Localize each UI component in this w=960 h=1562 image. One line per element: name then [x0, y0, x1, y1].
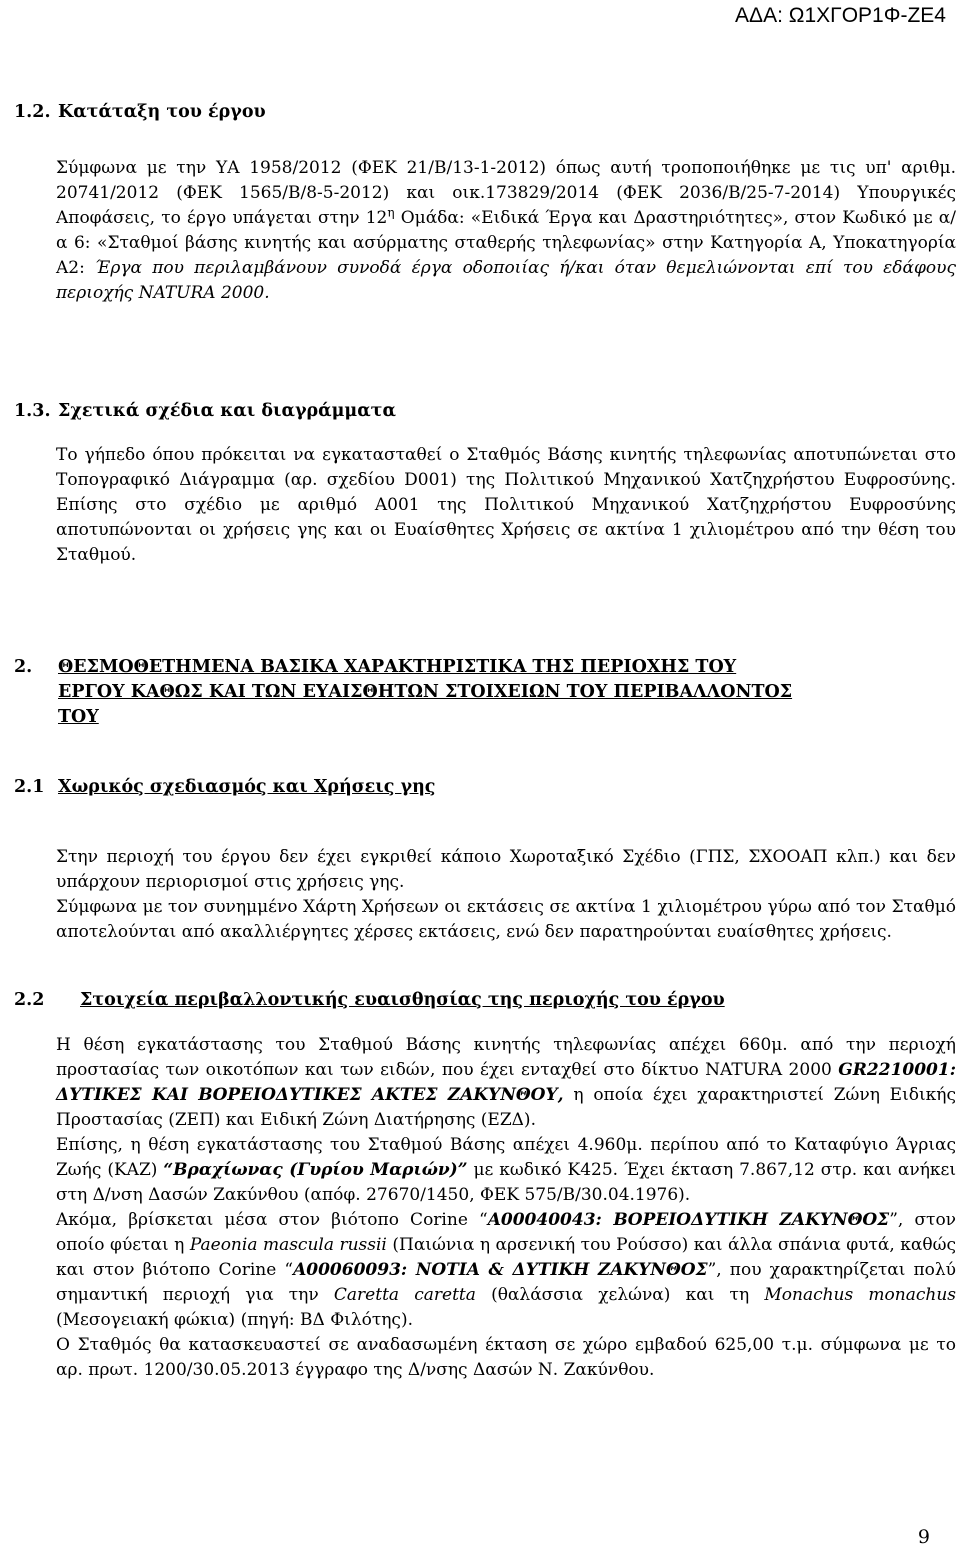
bold-italic-text: GR2210001: ΔΥΤΙΚΕΣ ΚΑΙ ΒΟΡΕΙΟΔΥΤΙΚΕΣ ΑΚΤΕΣ ΖΑΚΥΝΘΟΥ,: [56, 1060, 956, 1105]
section-number: 1.3.: [14, 401, 51, 421]
italic-text: Έργα που περιλαμβάνουν συνοδά έργα οδοποιίας ή/και όταν θεμελιώνονται επί του εδάφους περιοχής NATURA 2000.: [56, 258, 956, 303]
section-2-1-paragraphs: [56, 845, 956, 945]
section-number: 2.2: [14, 990, 45, 1010]
paragraph-text: Σύμφωνα με τον συνημμένο Χάρτη Χρήσεων οι εκτάσεις σε ακτίνα 1 χιλιομέτρου γύρω από τον Σταθμό αποτελούνται από ακαλλιέργητες χέρσες εκτάσεις, ενώ δεν παρατηρούνται ευαίσθητες χρήσεις.: [56, 897, 956, 942]
section-1-2-heading: [14, 100, 266, 125]
italic-text: Caretta caretta: [333, 1285, 476, 1305]
section-1-3-heading: [14, 399, 396, 424]
section-number: 2.: [14, 657, 33, 677]
section-title: Κατάταξη του έργου: [58, 102, 266, 122]
text-run: Ομάδα: «Ειδικά Έργα και Δραστηριότητες», στον Κωδικό με α/α 6: «Σταθμοί βάσης κινητής και ασύρματης σταθερής τηλεφωνίας» στην Κατηγορία Α, Υποκατηγορία Α2:: [56, 208, 956, 278]
paragraph-natura: Η θέση εγκατάστασης του Σταθμού Βάσης κινητής τηλεφωνίας απέχει 660μ. από την περιοχή προστασίας των οικοτόπων και των ειδών, που έχει ενταχθεί στο δίκτυο NATURA 2000 GR2210001: ΔΥΤΙΚΕΣ ΚΑΙ ΒΟΡΕΙΟΔΥΤΙΚΕΣ ΑΚΤΕΣ ΖΑΚΥΝΘΟΥ, η οποία έχει χαρακτηριστεί Ζώνη Ειδικής Προστασίας (ΖΕΠ) και Ειδική Ζώνη Διατήρησης (ΕΖΔ).: [56, 1035, 956, 1130]
section-2-2-paragraphs: [56, 1033, 956, 1383]
section-2-2-heading: [14, 988, 725, 1013]
page-number: 9: [917, 1526, 930, 1548]
section-title: Στοιχεία περιβαλλοντικής ευαισθησίας της περιοχής του έργου: [80, 990, 725, 1010]
section-number: 1.2.: [14, 102, 51, 122]
bold-italic-text: Α00060093: ΝΟΤΙΑ & ΔΥΤΙΚΗ ΖΑΚΥΝΘΟΣ: [293, 1260, 708, 1280]
bold-italic-text: “Βραχίωνας (Γυρίου Μαριών)”: [163, 1160, 468, 1180]
paragraph-text: Στην περιοχή του έργου δεν έχει εγκριθεί κάποιο Χωροταξικό Σχέδιο (ΓΠΣ, ΣΧΟΟΑΠ κλπ.) και δεν υπάρχουν περιορισμοί στις χρήσεις γης.: [56, 847, 956, 892]
paragraph-text: Το γήπεδο όπου πρόκειται να εγκατασταθεί ο Σταθμός Βάσης κινητής τηλεφωνίας αποτυπώνεται στο Τοπογραφικό Διάγραμμα (αρ. σχεδίου D001) της Πολιτικού Μηχανικού Χατζηχρήστου Ευφροσύνης. Επίσης στο σχέδιο με αριθμό Α001 της Πολιτικού Μηχανικού Χατζηχρήστου Ευφροσύνης αποτυπώνονται οι χρήσεις γης και οι Ευαίσθητες Χρήσεις σε ακτίνα 1 χιλιομέτρου από την θέση του Σταθμού.: [56, 445, 956, 565]
italic-text: Paeonia mascula russii: [189, 1235, 387, 1255]
section-2-1-heading: [14, 775, 435, 800]
paragraph-text: Ο Σταθμός θα κατασκευαστεί σε αναδασωμένη έκταση σε χώρο εμβαδού 625,00 τ.μ. σύμφωνα με το αρ. πρωτ. 1200/30.05.2013 έγγραφο της Δ/νσης Δασών Ν. Ζακύνθου.: [56, 1335, 956, 1380]
bold-italic-text: Α00040043: ΒΟΡΕΙΟΔΥΤΙΚΗ ΖΑΚΥΝΘΟΣ: [487, 1210, 890, 1230]
italic-text: Monachus monachus: [764, 1285, 957, 1305]
section-1-3-paragraph: [56, 443, 956, 568]
section-2-heading: [14, 655, 914, 730]
paragraph-kaz: Επίσης, η θέση εγκατάστασης του Σταθμού Βάσης απέχει 4.960μ. περίπου από το Καταφύγιο Άγριας Ζωής (ΚΑΖ) “Βραχίωνας (Γυρίου Μαριών)” με κωδικό Κ425. Έχει έκταση 7.867,12 στρ. και ανήκει στη Δ/νση Δασών Ζακύνθου (απόφ. 27670/1450, ΦΕΚ 575/Β/30.04.1976).: [56, 1135, 956, 1205]
section-title: Σχετικά σχέδια και διαγράμματα: [58, 401, 396, 421]
section-title: Χωρικός σχεδιασμός και Χρήσεις γης: [58, 777, 436, 797]
paragraph-corine: Ακόμα, βρίσκεται μέσα στον βιότοπο Corine “Α00040043: ΒΟΡΕΙΟΔΥΤΙΚΗ ΖΑΚΥΝΘΟΣ”, στον οποίο φύεται η Paeonia mascula russii (Παιώνια η αρσενική του Ρούσσο) και άλλα σπάνια φυτά, καθώς και στον βιότοπο Corine “Α00060093: ΝΟΤΙΑ & ΔΥΤΙΚΗ ΖΑΚΥΝΘΟΣ”, που χαρακτηρίζεται πολύ σημαντική περιοχή για την Caretta caretta (θαλάσσια χελώνα) και τη Monachus monachus (Μεσογειακή φώκια) (πηγή: ΒΔ Φιλότης).: [56, 1210, 957, 1330]
section-1-2-paragraph: [56, 156, 956, 306]
section-title: ΘΕΣΜΟΘΕΤΗΜΕΝΑ ΒΑΣΙΚΑ ΧΑΡΑΚΤΗΡΙΣΤΙΚΑ ΤΗΣ ΠΕΡΙΟΧΗΣ ΤΟΥ ΕΡΓΟΥ ΚΑΘΩΣ ΚΑΙ ΤΩΝ ΕΥΑΙΣΘΗΤΩΝ ΣΤΟΙΧΕΙΩΝ ΤΟΥ ΠΕΡΙΒΑΛΛΟΝΤΟΣ ΤΟΥ: [58, 657, 793, 727]
ada-code: ΑΔΑ: Ω1ΧΓΟΡ1Φ-ΖΕ4: [735, 4, 946, 27]
section-number: 2.1: [14, 777, 45, 797]
superscript: η: [387, 205, 395, 220]
text-run: Σύμφωνα με την ΥΑ 1958/2012 (ΦΕΚ 21/Β/13-1-2012) όπως αυτή τροποποιήθηκε με τις υπ' αριθμ. 20741/2012 (ΦΕΚ 1565/Β/8-5-2012) και οικ.173829/2014 (ΦΕΚ 2036/Β/25-7-2014) Υπουργικές Αποφάσεις, το έργο υπάγεται στην 12: [56, 158, 956, 228]
